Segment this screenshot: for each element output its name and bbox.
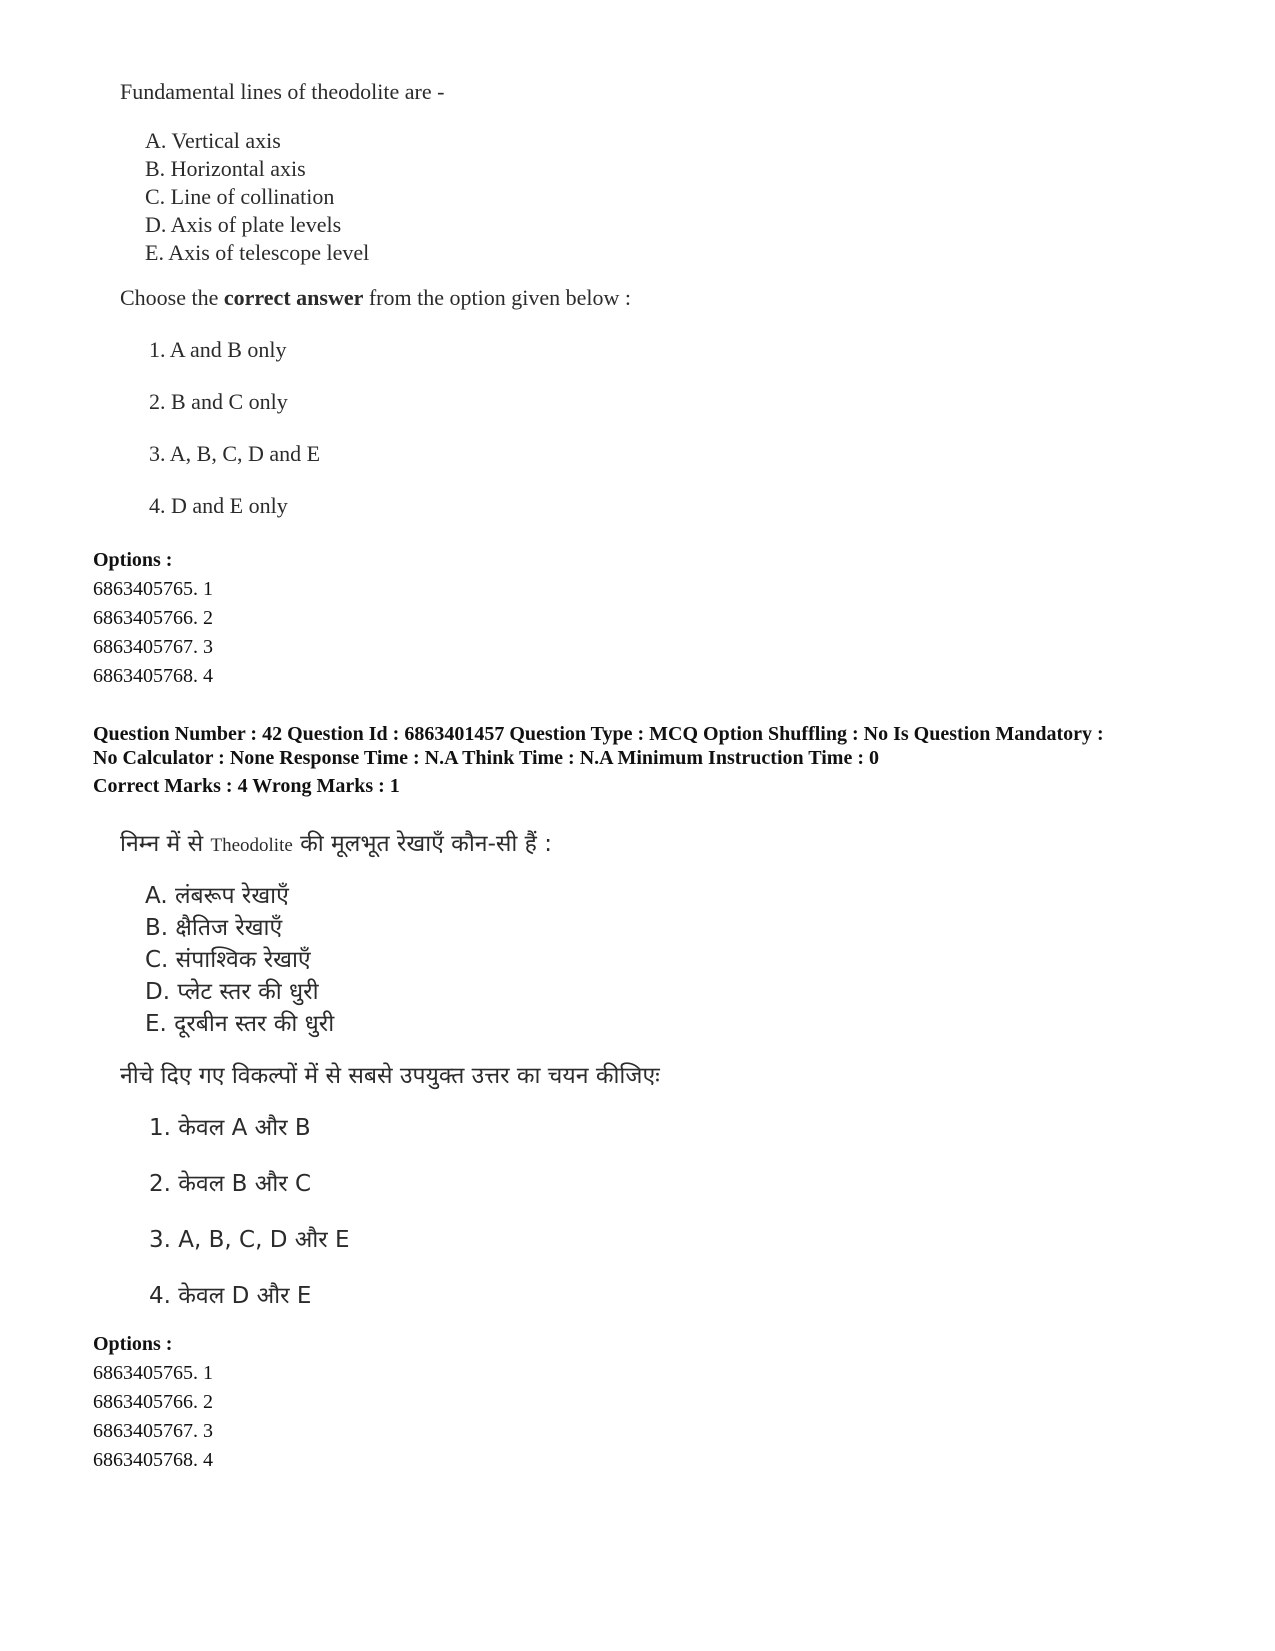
metadata-line: No Calculator : None Response Time : N.A Think Time : N.A Minimum Instruction Time : 0	[93, 747, 879, 769]
prompt-text: from the option given below :	[363, 285, 631, 310]
statement-item: A. लंबरूप रेखाएँ	[145, 883, 289, 909]
stem-latin-term: Theodolite	[210, 835, 293, 856]
statement-item: B. क्षैतिज रेखाएँ	[145, 915, 283, 941]
prompt-bold-text: correct answer	[223, 285, 364, 310]
option-id: 6863405768. 4	[93, 665, 213, 687]
answer-choice: 1. A and B only	[149, 337, 287, 362]
answer-prompt-hindi: नीचे दिए गए विकल्पों में से सबसे उपयुक्त उत्तर का चयन कीजिएः	[120, 1063, 660, 1089]
stem-text: की मूलभूत रेखाएँ कौन-सी हैं :	[292, 831, 552, 857]
option-id: 6863405767. 3	[93, 636, 213, 658]
prompt-text: Choose the	[120, 285, 224, 310]
answer-choice: 1. केवल A और B	[149, 1115, 311, 1141]
options-label: Options :	[93, 1333, 173, 1355]
statement-item: A. Vertical axis	[145, 128, 281, 153]
statement-item: C. संपाश्विक रेखाएँ	[145, 947, 311, 973]
answer-choice: 4. केवल D और E	[149, 1283, 312, 1309]
statement-list-hindi	[145, 880, 334, 1040]
question-stem-hindi	[120, 826, 552, 858]
stem-text: निम्न में से	[120, 831, 211, 857]
statement-item: D. प्लेट स्तर की धुरी	[145, 979, 319, 1005]
option-id: 6863405766. 2	[93, 607, 213, 629]
answer-choice: 3. A, B, C, D और E	[149, 1227, 350, 1253]
options-label: Options :	[93, 549, 173, 571]
statement-list	[145, 127, 369, 267]
answer-choice: 4. D and E only	[149, 493, 288, 518]
statement-item: E. दूरबीन स्तर की धुरी	[145, 1011, 335, 1037]
statement-item: D. Axis of plate levels	[145, 212, 342, 237]
options-list	[93, 546, 213, 691]
question-metadata	[93, 722, 1213, 798]
answer-choice: 2. B and C only	[149, 389, 288, 414]
question-stem: Fundamental lines of theodolite are -	[120, 79, 445, 104]
option-id: 6863405765. 1	[93, 578, 213, 600]
statement-item: C. Line of collination	[145, 184, 335, 209]
metadata-line: Question Number : 42 Question Id : 6863401457 Question Type : MCQ Option Shuffling : No Is Question Mandatory :	[93, 723, 1104, 745]
statement-item: B. Horizontal axis	[145, 156, 306, 181]
marks-line: Correct Marks : 4 Wrong Marks : 1	[93, 775, 400, 797]
option-id: 6863405767. 3	[93, 1420, 213, 1442]
statement-item: E. Axis of telescope level	[145, 240, 370, 265]
answer-choice: 3. A, B, C, D and E	[149, 441, 321, 466]
answer-choice: 2. केवल B और C	[149, 1171, 312, 1197]
option-id: 6863405768. 4	[93, 1449, 213, 1471]
options-list	[93, 1330, 213, 1475]
answer-prompt	[120, 284, 631, 312]
option-id: 6863405765. 1	[93, 1362, 213, 1384]
option-id: 6863405766. 2	[93, 1391, 213, 1413]
